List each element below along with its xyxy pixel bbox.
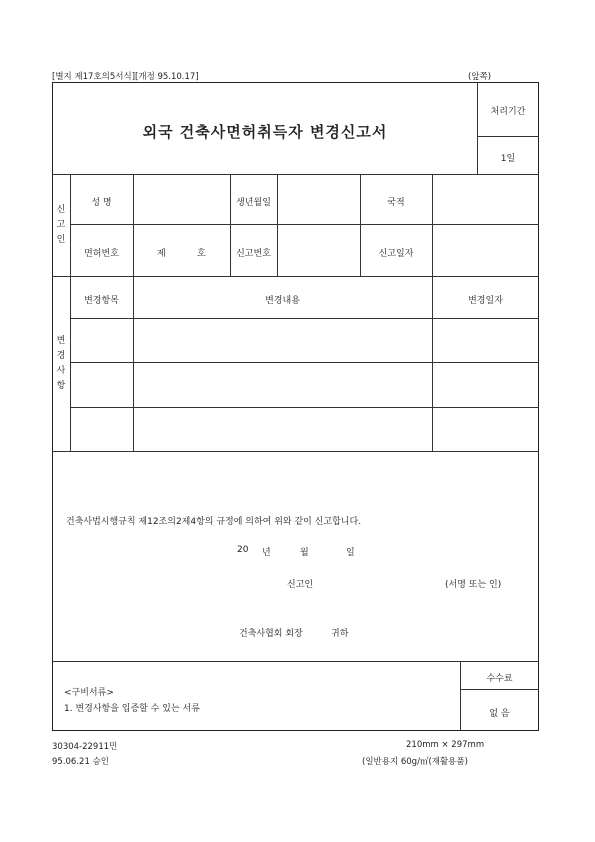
form-code: 30304-22911민 bbox=[52, 742, 118, 752]
change-row[interactable] bbox=[71, 319, 538, 361]
fee-value: 없 음 bbox=[489, 709, 510, 719]
change-item-header: 변경항목 bbox=[84, 296, 119, 306]
name-label: 성 명 bbox=[91, 198, 112, 208]
divider bbox=[52, 451, 539, 452]
form-title: 외국 건축사면허취득자 변경신고서 bbox=[142, 123, 388, 141]
name-field[interactable] bbox=[134, 175, 229, 223]
date-month: 월 bbox=[300, 548, 309, 558]
report-date-field[interactable] bbox=[433, 225, 538, 275]
change-row[interactable] bbox=[71, 363, 538, 406]
date-year: 년 bbox=[262, 548, 271, 558]
processing-period-label: 처리기간 bbox=[490, 107, 526, 117]
changes-section-label: 변 경 사 항 bbox=[56, 336, 66, 391]
processing-period-value: 1일 bbox=[500, 154, 516, 164]
addressee: 건축사협회 회장 bbox=[239, 629, 303, 639]
applicant-section-label: 신 고 인 bbox=[56, 205, 66, 245]
change-content-header: 변경내용 bbox=[265, 296, 300, 306]
report-number-label: 신고번호 bbox=[236, 249, 271, 259]
divider bbox=[230, 174, 231, 276]
paper-type: (일반용지 60g/㎡(재활용품) bbox=[362, 757, 468, 767]
divider bbox=[52, 276, 539, 277]
required-document-item: 1. 변경사항을 입증할 수 있는 서류 bbox=[64, 704, 200, 714]
license-suffix: 호 bbox=[197, 249, 206, 259]
date-year-prefix: 20 bbox=[237, 545, 249, 555]
date-day: 일 bbox=[346, 548, 355, 558]
paper-size: 210mm × 297mm bbox=[406, 740, 485, 750]
divider bbox=[460, 689, 539, 690]
honorific: 귀하 bbox=[331, 629, 349, 639]
form-reference: [별지 제17호의5서식][개정 95.10.17] bbox=[52, 72, 199, 82]
approval-date: 95.06.21 승인 bbox=[52, 757, 109, 767]
report-date-label: 신고일자 bbox=[378, 249, 414, 259]
fee-label: 수수료 bbox=[486, 674, 513, 684]
divider bbox=[360, 174, 361, 276]
birth-date-label: 생년월일 bbox=[236, 198, 271, 208]
license-prefix: 제 bbox=[157, 249, 166, 259]
divider bbox=[477, 136, 539, 137]
nationality-field[interactable] bbox=[433, 175, 538, 223]
page-side-label: (앞쪽) bbox=[468, 72, 492, 82]
report-number-field[interactable] bbox=[278, 225, 359, 275]
signature-note: (서명 또는 인) bbox=[445, 580, 502, 590]
birth-date-field[interactable] bbox=[278, 175, 359, 223]
change-row[interactable] bbox=[71, 408, 538, 450]
divider bbox=[52, 661, 539, 662]
license-number-label: 면허번호 bbox=[84, 249, 119, 259]
change-date-header: 변경일자 bbox=[468, 296, 503, 306]
declaration-statement: 건축사법시행규칙 제12조의2제4항의 규정에 의하여 위와 같이 신고합니다. bbox=[66, 517, 362, 527]
nationality-label: 국적 bbox=[387, 198, 405, 208]
reporter-label: 신고인 bbox=[287, 580, 314, 590]
required-documents-heading: <구비서류> bbox=[64, 688, 114, 698]
